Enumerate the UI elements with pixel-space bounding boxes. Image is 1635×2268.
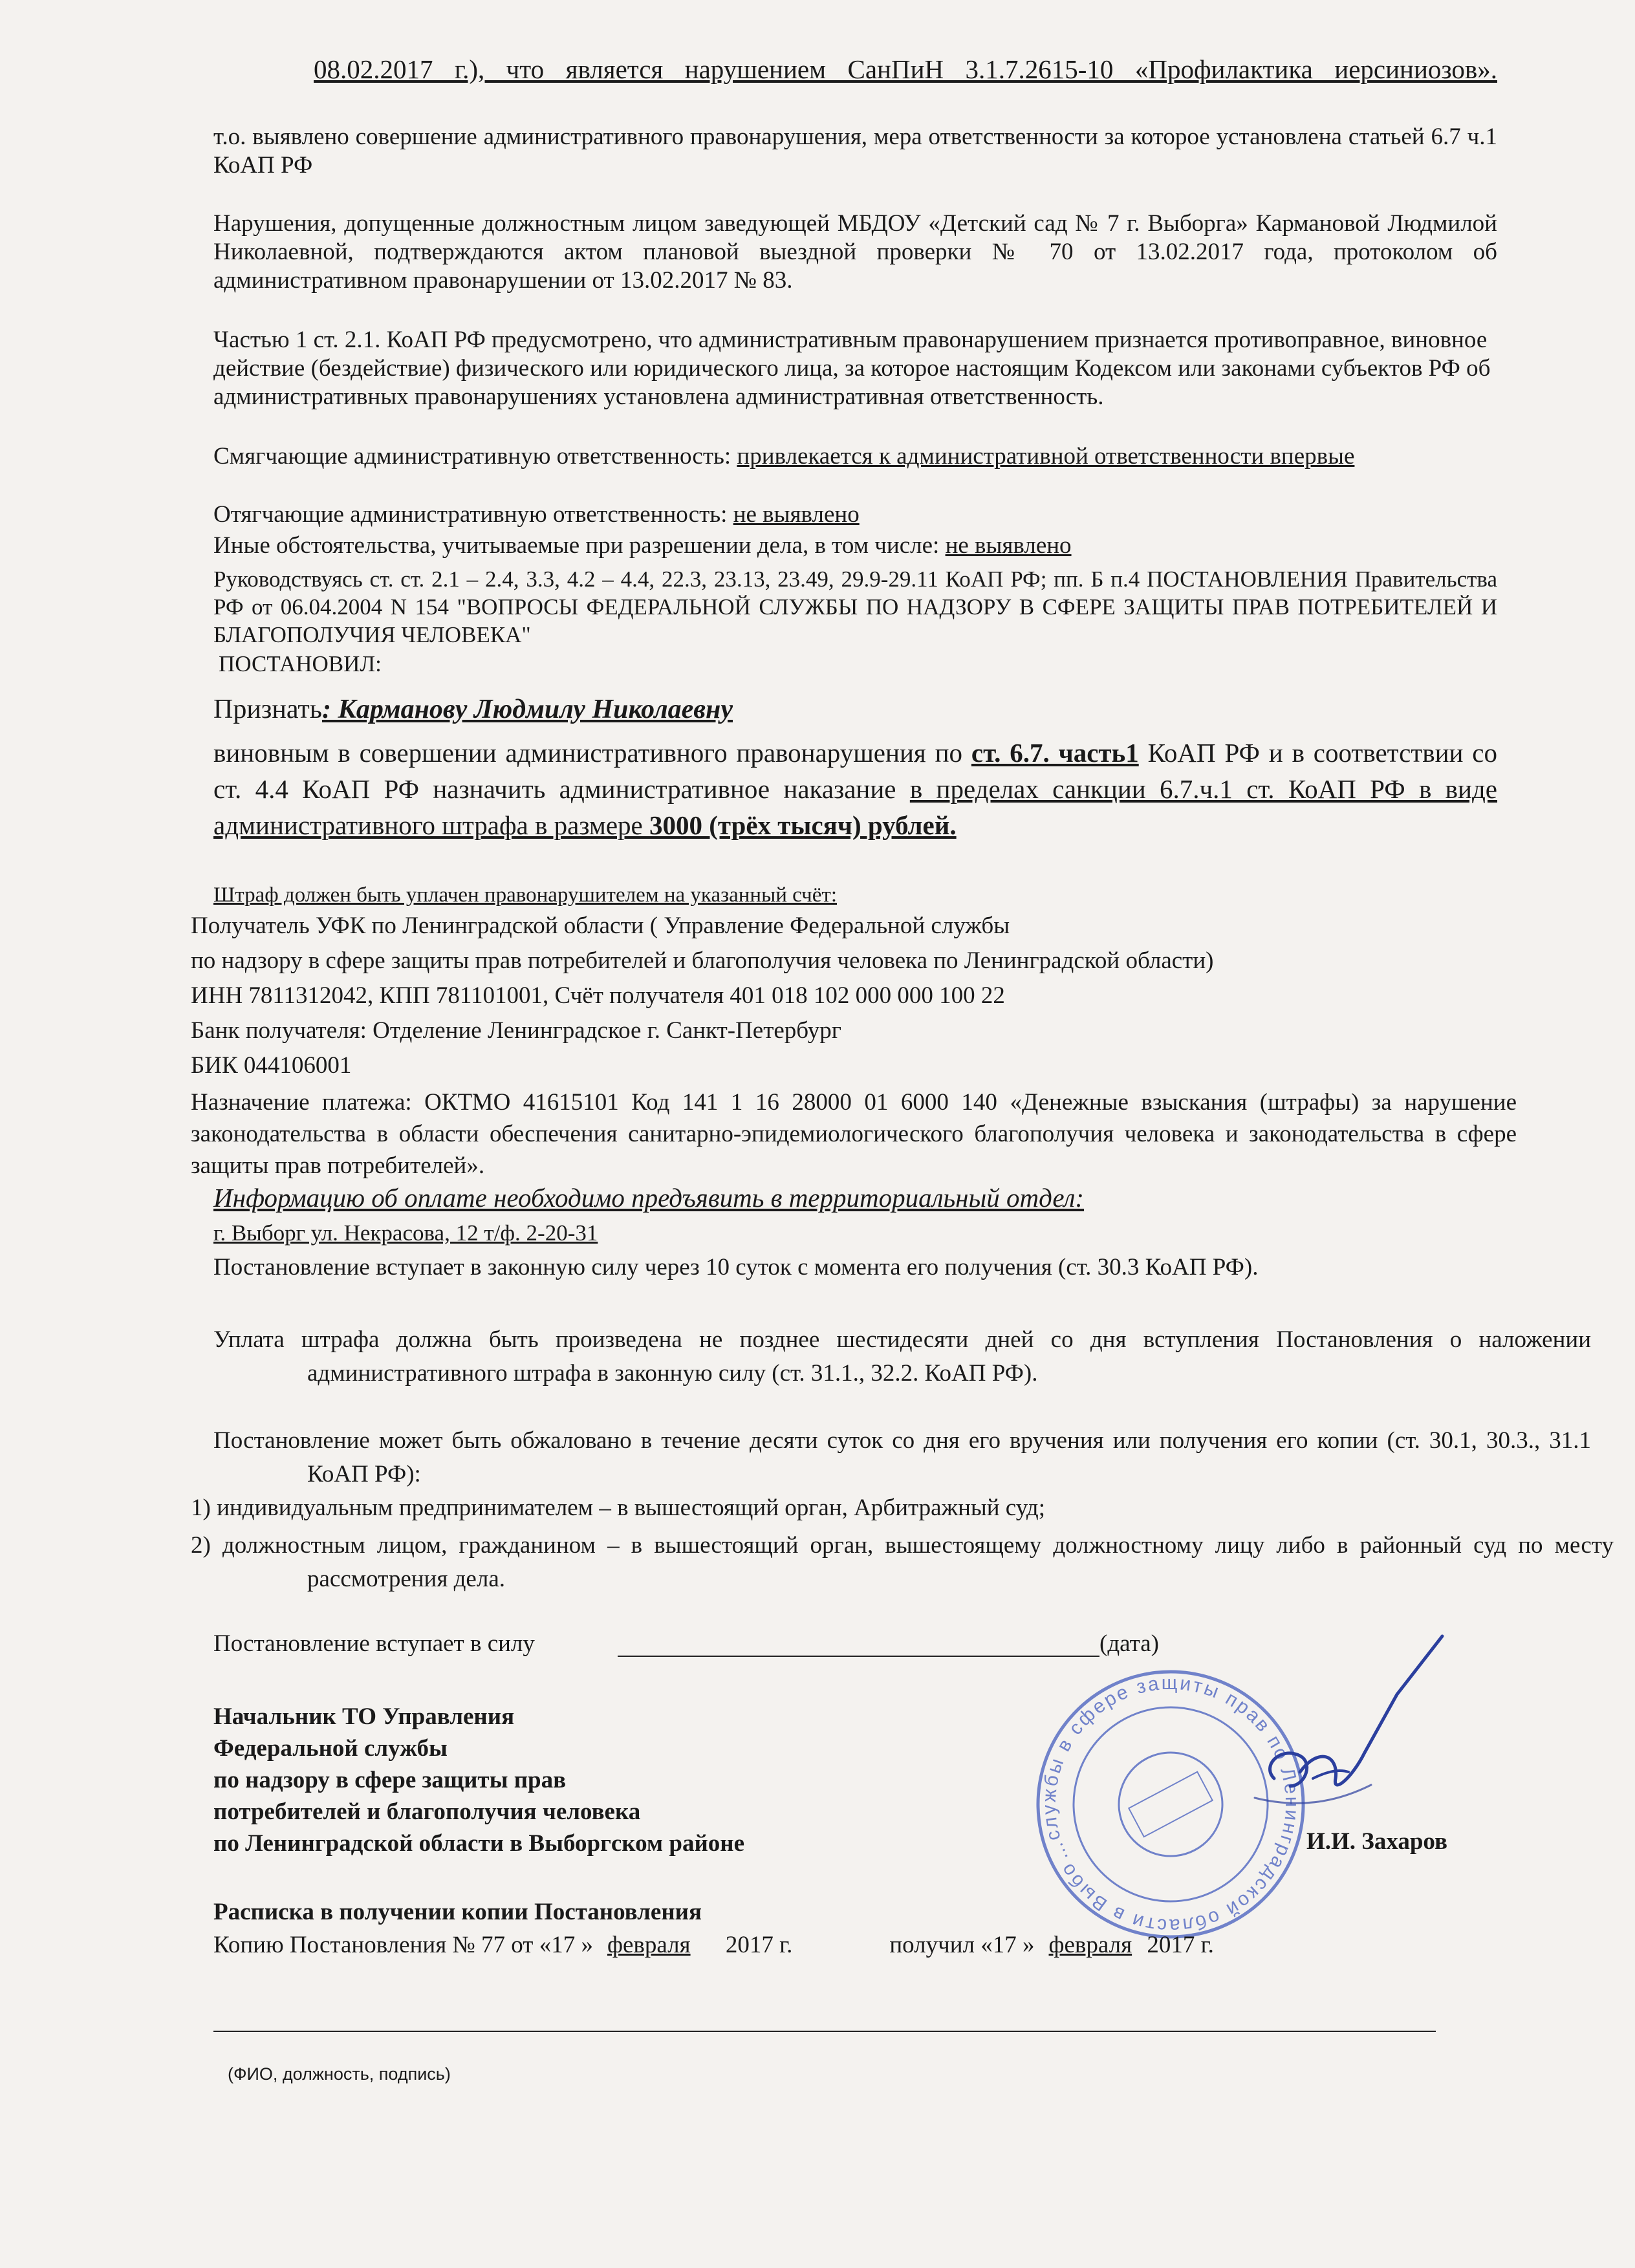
receipt-year: 2017 г. bbox=[719, 1932, 793, 1958]
guilty-paragraph bbox=[213, 735, 1497, 843]
payment-deadline: Уплата штрафа должна быть произведена не позднее шестидесяти дней со дня вступления Постановления о наложении административного штрафа в законную силу (ст. 31.1., 32.2. КоАП РФ). bbox=[213, 1326, 1591, 1387]
appeal-paragraph: Постановление может быть обжаловано в течение десяти суток со дня его вручения или получения его копии (ст. 30.1, 30.3., 31.1 КоАП РФ): bbox=[213, 1427, 1591, 1487]
signatory-title-line: по надзору в сфере защиты прав bbox=[213, 1767, 567, 1793]
guilty-sanction: в пределах санкции 6.7.ч.1 ст. КоАП РФ в виде административного штрафа в размере bbox=[213, 774, 1498, 840]
line-sanpin: 08.02.2017 г.), что является нарушением СанПиН 3.1.7.2615-10 «Профилактика иерсиниозов». bbox=[314, 54, 1497, 84]
date-suffix: (дата) bbox=[1099, 1630, 1159, 1657]
aggravating-label: Отягчающие административную ответственность: bbox=[213, 501, 728, 528]
appeal-item-2: 2) должностным лицом, гражданином – в вышестоящий орган, вышестоящему должностному лицу либо в районный суд по месту рассмотрения дела. bbox=[191, 1532, 1614, 1592]
receipt-line bbox=[213, 1931, 1520, 1960]
other-circumstances bbox=[213, 532, 1497, 560]
paragraph-part1: Частью 1 ст. 2.1. КоАП РФ предусмотрено, что административным правонарушением признается противоправное, виновное действие (бездействие) физического или юридического лица, за которое настоящим Кодексом или законами субъектов РФ об административных правонарушениях установлена административная ответственность. bbox=[213, 327, 1491, 410]
signatory-title-line: по Ленинградской области в Выборгском районе bbox=[213, 1830, 745, 1857]
signatory-title-line: потребителей и благополучия человека bbox=[213, 1798, 641, 1825]
bik-line: БИК 044106001 bbox=[191, 1052, 352, 1079]
handwritten-signature bbox=[1177, 1617, 1462, 1850]
fio-underline bbox=[213, 2031, 1436, 2032]
payment-info: Информацию об оплате необходимо предъявить в территориальный отдел: bbox=[213, 1183, 1085, 1213]
other-value: не выявлено bbox=[945, 532, 1072, 559]
receipt-received: получил «17 » bbox=[889, 1932, 1035, 1958]
fio-hint: (ФИО, должность, подпись) bbox=[228, 2064, 451, 2084]
recognize-person: : Карманову Людмилу Николаевну bbox=[321, 695, 733, 724]
aggravating-value: не выявлено bbox=[733, 501, 860, 528]
enters-force: Постановление вступает в законную силу через 10 суток с момента его получения (ст. 30.3 КоАП РФ). bbox=[213, 1254, 1259, 1280]
aggravating-circumstances bbox=[213, 501, 1497, 529]
guilty-text-a: виновным в совершении административного правонарушения по bbox=[213, 738, 971, 768]
signatory-title-line: Начальник ТО Управления bbox=[213, 1703, 515, 1730]
recognize-line bbox=[213, 693, 1497, 726]
guilty-article: ст. 6.7. часть1 bbox=[971, 738, 1139, 768]
paragraph-identified: т.о. выявлено совершение административного правонарушения, мера ответственности за которое установлена статьей 6.7 ч.1 КоАП РФ bbox=[213, 124, 1497, 178]
bank-line: Банк получателя: Отделение Ленинградское г. Санкт-Петербург bbox=[191, 1017, 841, 1044]
receipt-month-2: февраля bbox=[1048, 1932, 1132, 1958]
guilty-amount: 3000 (трёх тысяч) рублей. bbox=[649, 810, 957, 840]
recipient-line-1: Получатель УФК по Ленинградской области ( Управление Федеральной службы bbox=[191, 913, 1010, 939]
inn-line: ИНН 7811312042, КПП 781101001, Счёт получателя 401 018 102 000 000 100 22 bbox=[191, 982, 1005, 1009]
recognize-label: Признать bbox=[213, 695, 322, 724]
mitigating-circumstances bbox=[213, 442, 1497, 471]
resolved-heading: ПОСТАНОВИЛ: bbox=[219, 651, 382, 676]
enters-force-date bbox=[213, 1630, 1184, 1658]
office-address: г. Выборг ул. Некрасова, 12 т/ф. 2-20-31 bbox=[213, 1220, 598, 1246]
recipient-line-2: по надзору в сфере защиты прав потребителей и благополучия человека по Ленинградской области) bbox=[191, 947, 1214, 974]
mitigating-value: привлекается к административной ответственности впервые bbox=[737, 443, 1355, 470]
signatory-title-line: Федеральной службы bbox=[213, 1735, 448, 1762]
mitigating-label: Смягчающие административную ответственность: bbox=[213, 443, 731, 470]
receipt-copy: Копию Постановления № 77 от «17 » bbox=[213, 1932, 593, 1958]
paragraph-violations: Нарушения, допущенные должностным лицом заведующей МБДОУ «Детский сад № 7 г. Выборга» Кармановой Людмилой Николаевной, подтверждаются актом плановой выездной проверки № 70 от 13.02.2017 года, протоколом об административном правонарушении от 13.02.2017 № 83. bbox=[213, 210, 1497, 294]
receipt-month: февраля bbox=[607, 1932, 691, 1958]
signatory-title bbox=[213, 1701, 990, 1859]
stamp-text: …службы в сфере защиты прав по Ленинградской области в Выборгском bbox=[1038, 1672, 1303, 1937]
other-label: Иные обстоятельства, учитываемые при разрешении дела, в том числе: bbox=[213, 532, 940, 559]
fine-payment-heading: Штраф должен быть уплачен правонарушителем на указанный счёт: bbox=[213, 883, 837, 907]
enters-force-date-label: Постановление вступает в силу bbox=[213, 1630, 535, 1657]
signatory-name: И.И. Захаров bbox=[1306, 1828, 1447, 1855]
payment-purpose: Назначение платежа: ОКТМО 41615101 Код 141 1 16 28000 01 6000 140 «Денежные взыскания (штрафы) за нарушение законодательства в области обеспечения санитарно-эпидемиологического благополучия человека и законодательства в сфере защиты прав потребителей». bbox=[191, 1089, 1517, 1179]
appeal-item-1: 1) индивидуальным предпринимателем – в вышестоящий орган, Арбитражный суд; bbox=[191, 1495, 1046, 1521]
receipt-title: Расписка в получении копии Постановления bbox=[213, 1899, 702, 1925]
receipt-year-2: 2017 г. bbox=[1141, 1932, 1214, 1958]
guided-by: Руководствуясь ст. ст. 2.1 – 2.4, 3.3, 4.2 – 4.4, 22.3, 23.13, 23.49, 29.9-29.11 КоАП РФ; пп. Б п.4 ПОСТАНОВЛЕНИЯ Правительства РФ от 06.04.2004 N 154 "ВОПРОСЫ ФЕДЕРАЛЬНОЙ СЛУЖБЫ ПО НАДЗОРУ В СФЕРЕ ЗАЩИТЫ ПРАВ ПОТРЕБИТЕЛЕЙ И БЛАГОПОЛУЧИЯ ЧЕЛОВЕКА" bbox=[213, 567, 1497, 647]
guilty-text-c: КоАП РФ и в соответствии со ст. 4.4 КоАП РФ назначить административное наказание bbox=[213, 738, 1497, 804]
